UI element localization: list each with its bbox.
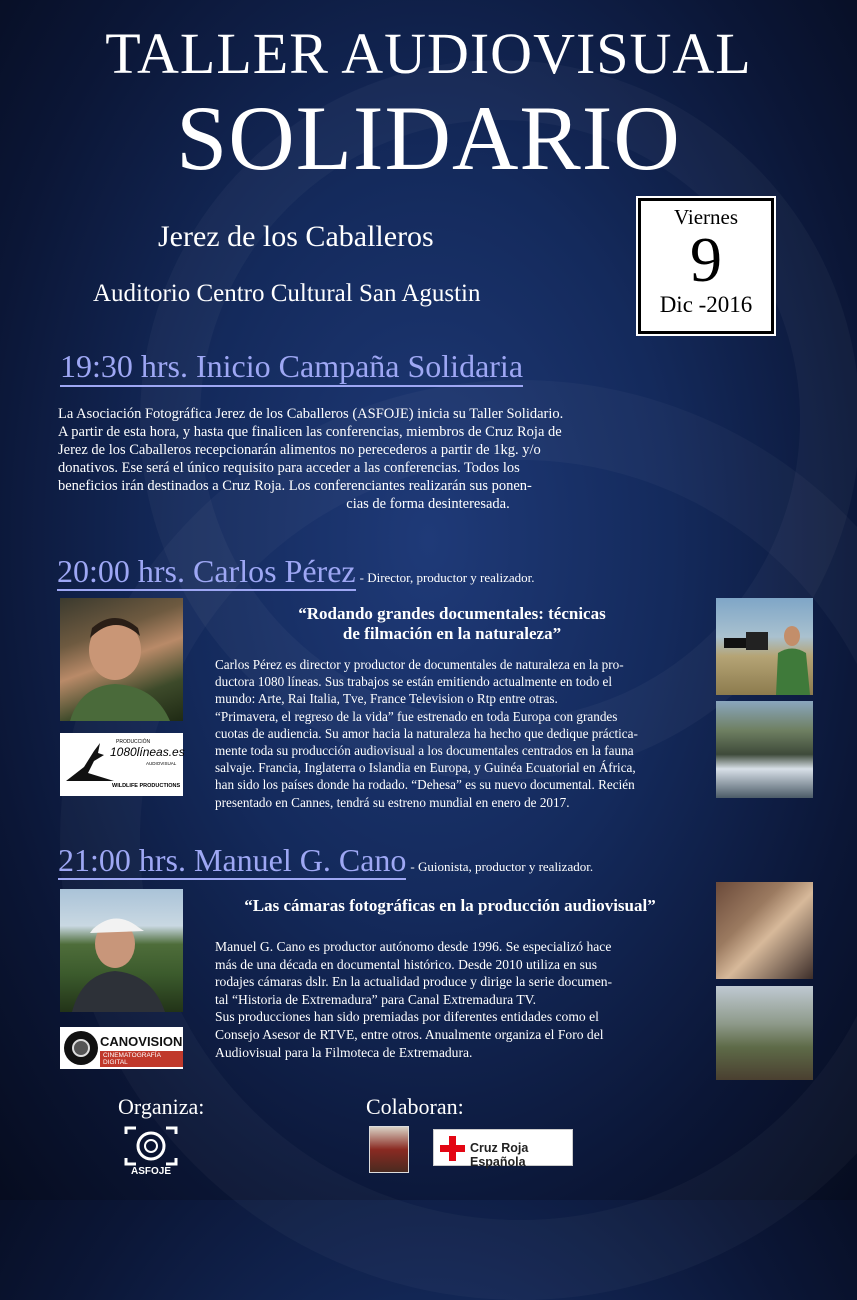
section2-header bbox=[57, 552, 535, 590]
bio-line: más de una década en documental histórico. Desde 2010 utiliza en sus bbox=[215, 956, 598, 972]
section1-heading: 19:30 hrs. Inicio Campaña Solidaria bbox=[60, 347, 523, 387]
venue-name: Auditorio Centro Cultural San Agustin bbox=[93, 280, 481, 307]
river-landscape-photo bbox=[716, 701, 813, 798]
section3-header bbox=[58, 841, 593, 879]
1080lineas-logo bbox=[60, 733, 183, 796]
section3-heading: 21:00 hrs. Manuel G. Cano bbox=[58, 842, 407, 878]
cruz-roja-text: Cruz Roja Española bbox=[470, 1141, 529, 1169]
date-box bbox=[638, 198, 774, 334]
bio-line: presentado en Cannes, tendrá su estreno mundial en enero de 2017. bbox=[215, 794, 570, 810]
section1-line: Jerez de los Caballeros recepcionarán alimentos no perecederos a partir de 1kg. y/o bbox=[58, 442, 541, 458]
bio-line: Manuel G. Cano es productor autónomo desde 1996. Se especializó hace bbox=[215, 939, 612, 954]
date-month-year: Dic -2016 bbox=[659, 292, 753, 317]
section1-line: A partir de esta hora, y hasta que finalicen las conferencias, miembros de Cruz Roja de bbox=[58, 424, 562, 440]
camera-icon bbox=[122, 1124, 180, 1168]
section1-line: La Asociación Fotográfica Jerez de los Caballeros (ASFOJE) inicia su Taller Solidario. bbox=[58, 406, 564, 422]
canovision-tag: CINEMATOGRAFÍA DIGITAL bbox=[100, 1051, 183, 1067]
manuel-cano-portrait-photo bbox=[60, 889, 183, 1012]
bio-line: Carlos Pérez es director y productor de documentales de naturaleza en la pro- bbox=[215, 657, 624, 672]
bio-line: ductora 1080 líneas. Sus trabajos se están emitiendo actualmente en todo el bbox=[215, 674, 612, 690]
bio-line: cuotas de audiencia. Su amor hacia la naturaleza ha hecho que dedique práctica- bbox=[215, 725, 638, 741]
footer-organiza-label: Organiza: bbox=[118, 1094, 205, 1119]
logo-name: 1080líneas.es bbox=[110, 745, 185, 759]
section2-role: - Director, productor y realizador. bbox=[359, 570, 535, 585]
section1-line: donativos. Ese será el único requisito para acceder a las conferencias. Todos los bbox=[58, 460, 520, 476]
red-cross-icon bbox=[440, 1136, 465, 1161]
section3-talk-title: “Las cámaras fotográficas en la producción audiovisual” bbox=[244, 896, 656, 915]
cruz-roja-logo bbox=[433, 1129, 573, 1169]
date-weekday: Viernes bbox=[673, 205, 739, 229]
filming-camera-photo bbox=[716, 598, 813, 695]
logo-bottom: WILDLIFE PRODUCTIONS bbox=[112, 783, 181, 789]
bio-line: Audiovisual para la Filmoteca de Extremadura. bbox=[215, 1044, 473, 1060]
date-day: 9 bbox=[690, 224, 722, 295]
section2-heading: 20:00 hrs. Carlos Pérez bbox=[57, 553, 356, 589]
talk-line-2: de filmación en la naturaleza” bbox=[342, 624, 562, 643]
logo-small-mid: AUDIOVISUAL bbox=[146, 761, 177, 766]
logo-small-top: PRODUCCIÓN bbox=[116, 739, 151, 745]
stork-icon bbox=[64, 741, 116, 785]
section1-paragraph bbox=[58, 405, 798, 513]
title-line-2: SOLIDARIO bbox=[176, 87, 681, 189]
bio-line: tal “Historia de Extremadura” para Canal Extremadura TV. bbox=[215, 991, 537, 1007]
bio-line: “Primavera, el regreso de la vida” fue estrenado en toda Europa con grandes bbox=[215, 708, 618, 724]
section1-line: beneficios irán destinados a Cruz Roja. Los conferenciantes realizarán sus ponen- bbox=[58, 478, 532, 494]
bio-line: rodajes cámaras dslr. En la actualidad produce y dirige la serie documen- bbox=[215, 974, 613, 990]
bio-line: mundo: Arte, Rai Italia, Tve, France Television o Rtp entre otras. bbox=[215, 691, 558, 707]
bio-line: salvaje. Francia, Inglaterra o Islandia en Europa, y Guinéa Ecuatorial en África, bbox=[215, 760, 636, 776]
film-set-interior-photo bbox=[716, 882, 813, 979]
section1-line: cias de forma desinteresada. bbox=[346, 496, 510, 512]
bio-line: Sus producciones han sido premiadas por diferentes entidades como el bbox=[215, 1009, 599, 1025]
talk-line-1: “Rodando grandes documentales: técnicas bbox=[298, 604, 606, 623]
asfoje-logo bbox=[122, 1124, 180, 1180]
bio-line: han sido los países donde ha rodado. “Dehesa” es su nuevo documental. Recién bbox=[215, 777, 635, 793]
canovision-name: CANOVISION bbox=[100, 1034, 183, 1049]
bio-line: Consejo Asesor de RTVE, entre otros. Anualmente organiza el Foro del bbox=[215, 1026, 604, 1042]
bio-line: mente toda su producción audiovisual a los documentales centrados en la fauna bbox=[215, 743, 634, 759]
carlos-perez-portrait-photo bbox=[60, 598, 183, 721]
section2-bio bbox=[215, 656, 697, 811]
section3-role: - Guionista, productor y realizador. bbox=[410, 859, 594, 874]
section2-talk-title bbox=[212, 604, 692, 644]
ayuntamiento-logo bbox=[369, 1126, 409, 1173]
camera-lens-icon bbox=[64, 1031, 98, 1065]
canovision-logo bbox=[60, 1027, 183, 1069]
city-name: Jerez de los Caballeros bbox=[158, 220, 434, 253]
title-line-1: TALLER AUDIOVISUAL bbox=[105, 21, 752, 86]
historical-reenactment-photo bbox=[716, 986, 813, 1080]
footer-colaboran-label: Colaboran: bbox=[366, 1094, 464, 1119]
section3-bio bbox=[215, 938, 697, 1061]
asfoje-text: ASFOJE bbox=[130, 1166, 171, 1177]
